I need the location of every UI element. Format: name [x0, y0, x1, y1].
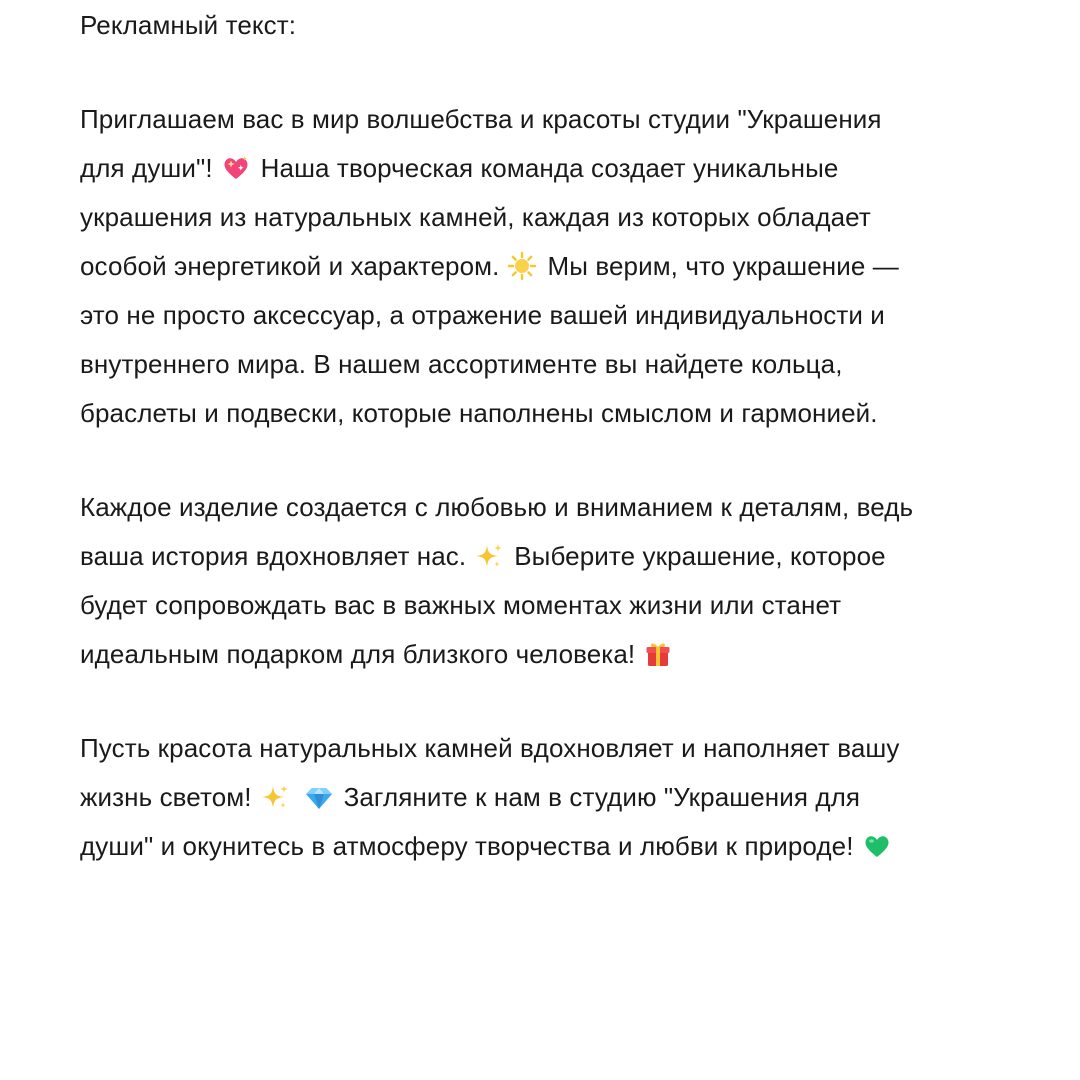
text-line [80, 630, 1000, 679]
text-line [80, 242, 1000, 291]
paragraph-gap [80, 50, 1000, 95]
text-line: внутреннего мира. В нашем ассортименте вы найдете кольца, [80, 349, 843, 379]
paragraph-gap [80, 679, 1000, 724]
green-heart-icon [862, 831, 892, 861]
text-line: браслеты и подвески, которые наполнены смыслом и гармонией. [80, 398, 878, 428]
sun-icon [507, 251, 537, 281]
text-line: украшения из натуральных камней, каждая из которых обладает [80, 202, 871, 232]
gem-icon [304, 782, 334, 812]
text-line: будет сопровождать вас в важных моментах жизни или станет [80, 590, 842, 620]
text-fragment: Наша творческая команда создает уникальные [260, 153, 839, 183]
text-fragment: особой энергетикой и характером. [80, 251, 500, 281]
message-heading: Рекламный текст: [80, 10, 297, 40]
text-fragment: Мы верим, что украшение — [547, 251, 899, 281]
text-fragment: для души"! [80, 153, 213, 183]
paragraph-3 [80, 724, 1000, 871]
text-fragment: идеальным подарком для близкого человека! [80, 639, 636, 669]
text-fragment: жизнь светом! [80, 782, 252, 812]
text-line: это не просто аксессуар, а отражение вашей индивидуальности и [80, 300, 885, 330]
paragraph-gap [80, 438, 1000, 483]
text-line: Каждое изделие создается с любовью и вниманием к деталям, ведь [80, 492, 914, 522]
text-line: Пусть красота натуральных камней вдохновляет и наполняет вашу [80, 733, 900, 763]
gift-icon [643, 639, 673, 669]
text-line [80, 822, 1000, 871]
text-fragment: ваша история вдохновляет нас. [80, 541, 467, 571]
message-body [80, 0, 1000, 871]
text-fragment: Загляните к нам в студию "Украшения для [343, 782, 861, 812]
text-fragment: Выберите украшение, которое [514, 541, 886, 571]
sparkles-icon [474, 541, 504, 571]
paragraph-1 [80, 95, 1000, 438]
text-fragment: души" и окунитесь в атмосферу творчества и любви к природе! [80, 831, 854, 861]
text-line [80, 532, 1000, 581]
sparkling-heart-icon [221, 153, 251, 183]
text-line [80, 144, 1000, 193]
paragraph-2 [80, 483, 1000, 679]
text-line: Приглашаем вас в мир волшебства и красоты студии "Украшения [80, 104, 882, 134]
text-line [80, 773, 1000, 822]
sparkles-icon [260, 782, 290, 812]
